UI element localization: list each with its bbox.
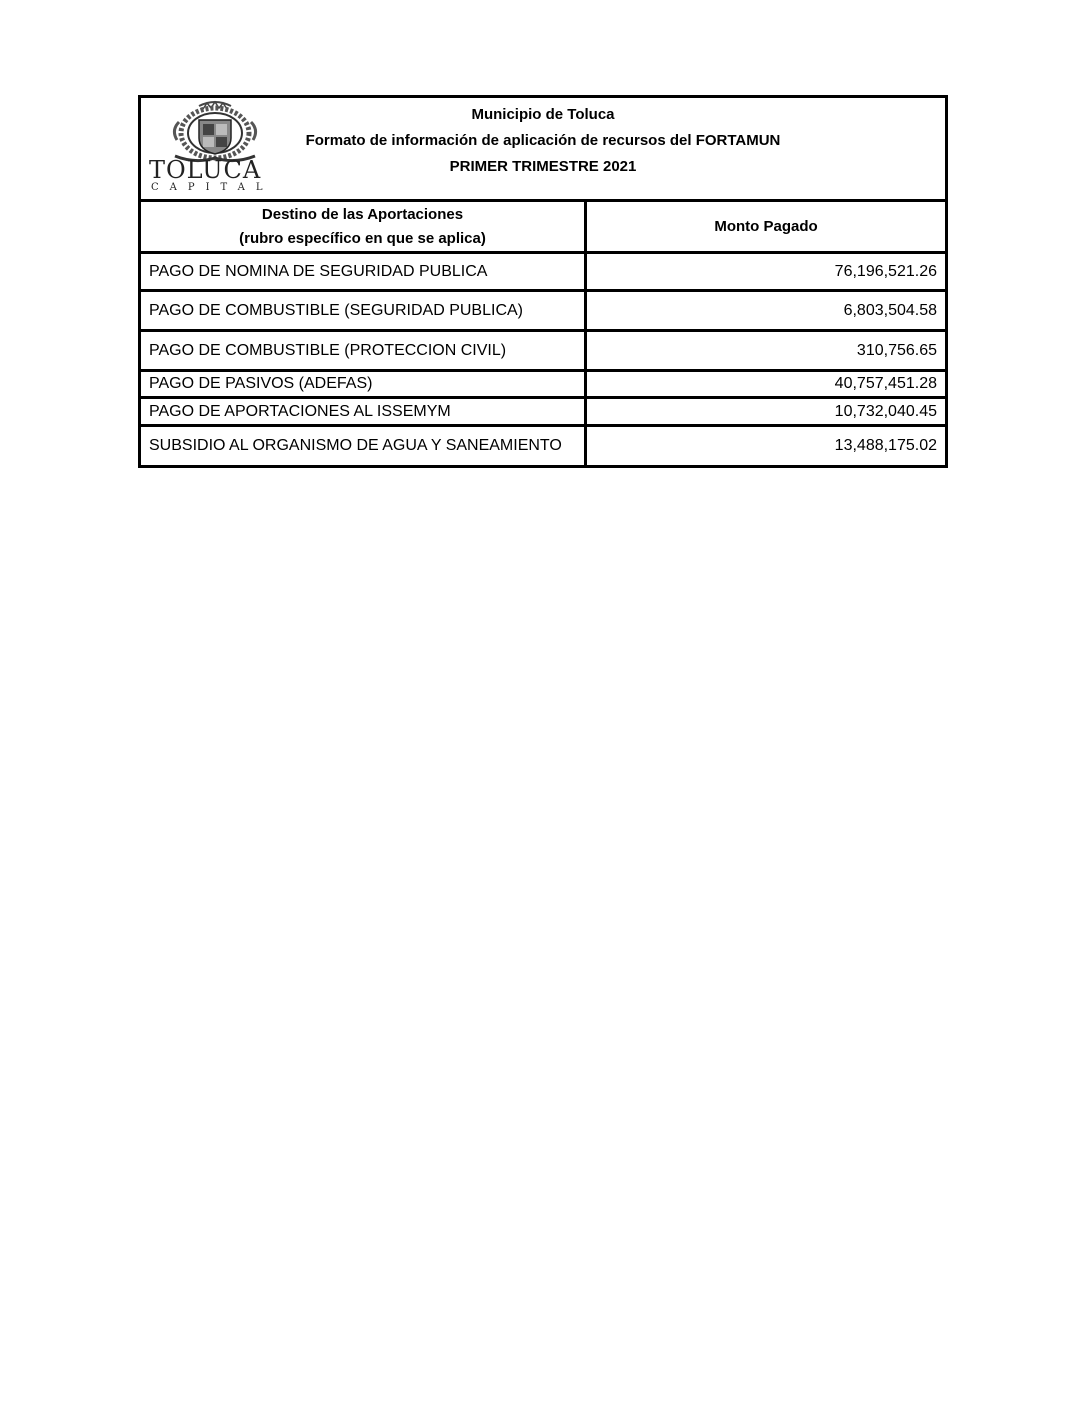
destino-header-line2: (rubro específico en que se aplica) [239,230,486,247]
svg-text:CAPITAL: CAPITAL [151,182,274,192]
destino-cell: SUBSIDIO AL ORGANISMO DE AGUA Y SANEAMIENTO [141,427,587,465]
table-row [141,292,945,332]
table-row [141,427,945,465]
destino-column-header [141,202,587,251]
monto-cell: 10,732,040.45 [834,402,937,420]
monto-cell: 76,196,521.26 [834,262,937,280]
monto-column-header: Monto Pagado [714,218,818,235]
table-row [141,399,945,427]
destino-cell: PAGO DE COMBUSTIBLE (PROTECCION CIVIL) [141,332,587,369]
period-title: PRIMER TRIMESTRE 2021 [449,158,637,175]
monto-cell: 6,803,504.58 [843,301,937,319]
destino-cell: PAGO DE APORTACIONES AL ISSEMYM [141,399,587,424]
format-title: Formato de información de aplicación de recursos del FORTAMUN [305,132,781,149]
table-row [141,372,945,399]
report-header [141,98,945,202]
svg-text:TOLUCA: TOLUCA [149,156,262,184]
report-titles [141,102,945,180]
column-headers [141,202,945,254]
destino-cell: PAGO DE NOMINA DE SEGURIDAD PUBLICA [141,254,587,289]
monto-cell: 13,488,175.02 [834,437,937,454]
monto-cell: 310,756.65 [856,341,937,359]
destino-header-line1: Destino de las Aportaciones [261,206,464,223]
destino-cell: PAGO DE PASIVOS (ADEFAS) [141,372,587,396]
municipality-title: Municipio de Toluca [471,106,615,123]
table-row [141,332,945,372]
monto-cell: 40,757,451.28 [834,375,937,392]
table-row [141,254,945,292]
destino-cell: PAGO DE COMBUSTIBLE (SEGURIDAD PUBLICA) [141,292,587,329]
fortamun-report-table [138,95,948,468]
